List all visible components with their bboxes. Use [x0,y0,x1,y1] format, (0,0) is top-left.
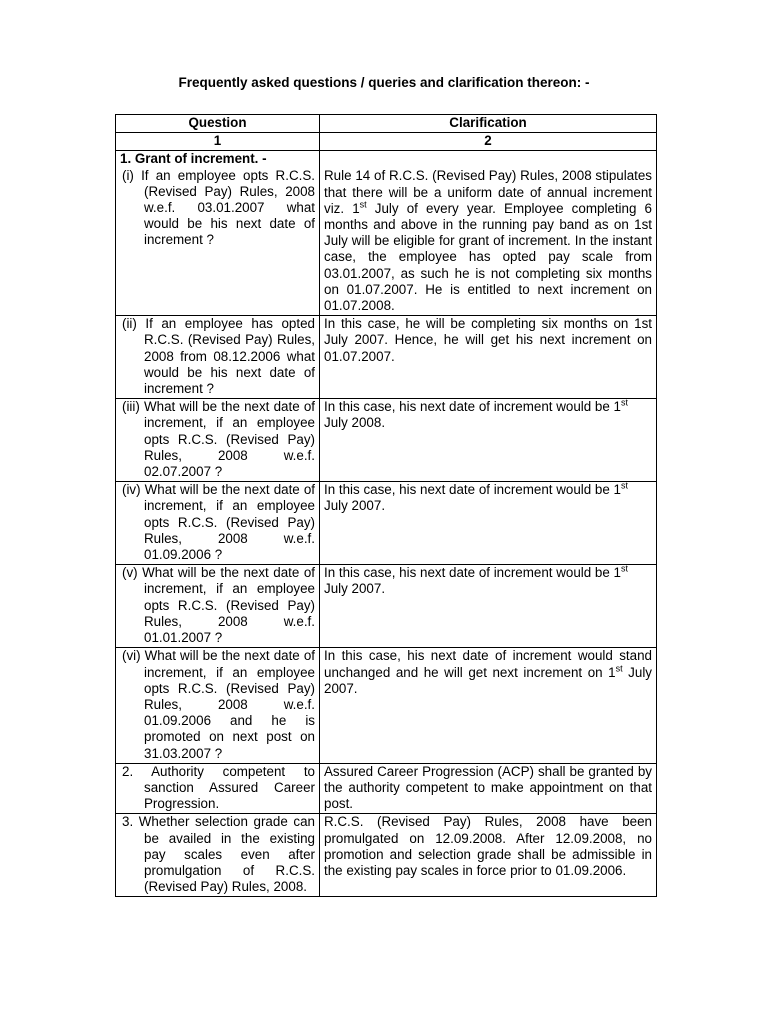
question-text: (iii) What will be the next date of increment, if an employee opts R.C.S. (Revised Pay) Rules, 2008 w.e.f. 02.07.2007 ? [122,399,315,480]
question-cell [116,482,320,565]
table-row [116,565,657,648]
question-cell [116,763,320,814]
question-text: (iv) What will be the next date of increment, if an employee opts R.C.S. (Revised Pay) Rules, 2008 w.e.f. 01.09.2006 ? [122,482,315,563]
clarification-text-cont: July 2008. [324,415,386,431]
clarification-text-cont: July 2007. [324,581,386,597]
question-header: Question [116,115,320,133]
ordinal-suffix: st [621,397,629,408]
question-text: 2. Authority competent to sanction Assured Career Progression. [122,763,315,812]
question-text: 3. Whether selection grade can be availed in the existing pay scales even after promulgation of R.C.S. (Revised Pay) Rules, 2008. [122,814,315,895]
clarification-cell: In this case, he will be completing six months on 1st July 2007. Hence, he will get his next increment on 01.07.2007. [320,316,657,399]
ordinal-suffix: st [359,199,367,210]
faq-table [115,114,657,897]
question-cell [116,814,320,897]
ordinal-suffix: st [615,663,623,674]
clarification-text: In this case, his next date of increment would stand unchanged and he will get next increment on 1 [324,648,652,680]
page-title: Frequently asked questions / queries and clarification thereon: - [178,75,590,90]
clarification-text: Rule 14 of R.C.S. (Revised Pay) Rules, 2008 stipulates that there will be a uniform date of annual increment viz. 1 [324,168,652,216]
question-cell [116,316,320,399]
question-cell [116,565,320,648]
clarification-text: In this case, his next date of increment would be 1 [324,399,621,415]
table-row [116,399,657,482]
table-row [116,814,657,897]
question-text: (ii) If an employee has opted R.C.S. (Revised Pay) Rules, 2008 from 08.12.2006 what would be his next date of increment ? [122,316,315,397]
clarification-text: In this case, his next date of increment would be 1 [324,482,621,498]
question-cell [116,151,320,316]
question-cell [116,648,320,763]
section-heading: 1. Grant of increment. - [120,151,267,167]
table-row [116,763,657,814]
clarification-cell [320,565,657,648]
clarification-cell: R.C.S. (Revised Pay) Rules, 2008 have been promulgated on 12.09.2008. After 12.09.2008, no promotion and selection grade shall be admissible in the existing pay scales in force prior to 01.09.2006. [320,814,657,897]
question-text: (v) What will be the next date of increment, if an employee opts R.C.S. (Revised Pay) Rules, 2008 w.e.f. 01.01.2007 ? [122,565,315,646]
clarification-cell [320,648,657,763]
table-row [116,482,657,565]
question-text: (vi) What will be the next date of increment, if an employee opts R.C.S. (Revised Pay) Rules, 2008 w.e.f. 01.09.2006 and he is promoted on next post on 31.03.2007 ? [122,648,315,761]
table-row [116,316,657,399]
clarification-cell: Assured Career Progression (ACP) shall be granted by the authority competent to make appointment on that post. [320,763,657,814]
ordinal-suffix: st [621,480,629,491]
clarification-text-cont: July 2007. [324,498,386,514]
question-text: (i) If an employee opts R.C.S. (Revised Pay) Rules, 2008 w.e.f. 03.01.2007 what would be his next date of increment ? [122,167,315,248]
clarification-text-cont: July of every year. Employee completing 6 months and above in the running pay band as on 1st July will be eligible for grant of increment. In the instant case, the employee has opted pay scale from 03.01.2007, as such he is not completing six months on 01.07.2007. He is entitled to next increment on 01.07.2008. [324,200,652,314]
ordinal-suffix: st [621,563,629,574]
clarification-cell [320,151,657,316]
header-row [116,115,657,133]
clarification-cell [320,399,657,482]
column-number-1: 1 [116,133,320,151]
clarification-text: In this case, his next date of increment would be 1 [324,565,621,581]
column-number-2: 2 [320,133,657,151]
question-cell [116,399,320,482]
clarification-cell [320,482,657,565]
clarification-text-cont: July 2007. [324,664,652,696]
table-row [116,648,657,763]
column-number-row [116,133,657,151]
table-row [116,151,657,316]
clarification-header: Clarification [320,115,657,133]
